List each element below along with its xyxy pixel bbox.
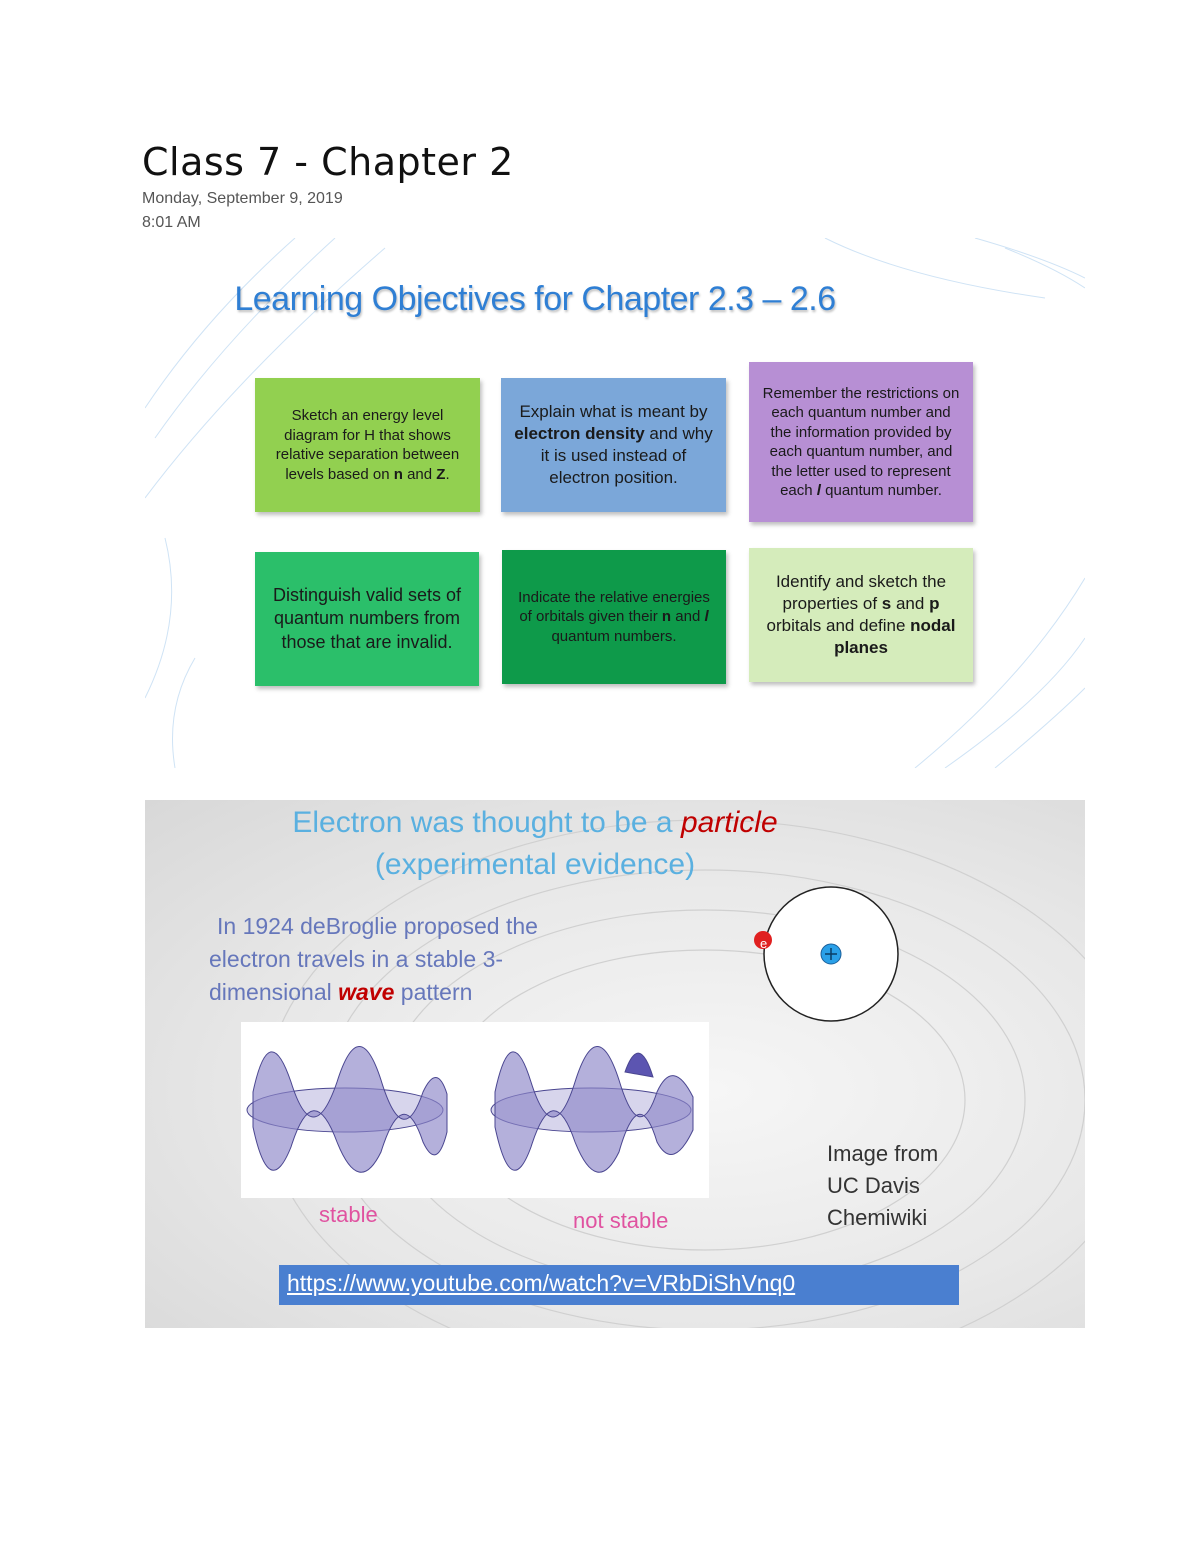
slide-electron-wave (145, 800, 1085, 1328)
objective-box-s-p-orbitals: Identify and sketch the properties of s and p orbitals and define nodal planes (749, 548, 973, 682)
objective-box-orbital-energies: Indicate the relative energies of orbitals given their n and l quantum numbers. (502, 550, 726, 684)
slide2-title-line2: (experimental evidence) (374, 848, 696, 881)
slide2-body (209, 910, 538, 1009)
label-stable: stable (319, 1202, 378, 1227)
objective-box-valid-sets: Distinguish valid sets of quantum numbers from those that are invalid. (255, 552, 479, 686)
page-time: 8:01 AM (142, 214, 201, 231)
objective-box-energy-level: Sketch an energy level diagram for H that shows relative separation between levels based on n and Z. (255, 378, 480, 512)
slide2-title-line1: Electron was thought to be a particle (292, 806, 778, 839)
body-line-2: electron travels in a stable 3- (209, 946, 504, 972)
wave-images-panel (241, 1022, 709, 1198)
body-line-3: dimensional wave pattern (209, 979, 473, 1005)
image-credit: Image from UC Davis Chemiwiki (827, 1141, 939, 1230)
wave-diagrams (241, 1022, 709, 1198)
atom-diagram (747, 880, 1057, 1030)
youtube-link[interactable]: https://www.youtube.com/watch?v=VRbDiShVnq0 (287, 1270, 796, 1296)
page-title: Class 7 - Chapter 2 (142, 140, 514, 184)
svg-text:e: e (760, 936, 768, 951)
page-date: Monday, September 9, 2019 (142, 190, 343, 207)
body-line-1: In 1924 deBroglie proposed the (217, 913, 538, 939)
youtube-link-bar (279, 1265, 959, 1305)
slide1-title: Learning Objectives for Chapter 2.3 – 2.6 (234, 280, 836, 318)
label-not-stable: not stable (573, 1208, 669, 1233)
objective-box-electron-density: Explain what is meant by electron density and why it is used instead of electron position. (501, 378, 726, 512)
objective-box-quantum-restrictions: Remember the restrictions on each quantum number and the information provided by each quantum number, and the letter used to represent each l quantum number. (749, 362, 973, 522)
slide-learning-objectives (145, 238, 1085, 768)
